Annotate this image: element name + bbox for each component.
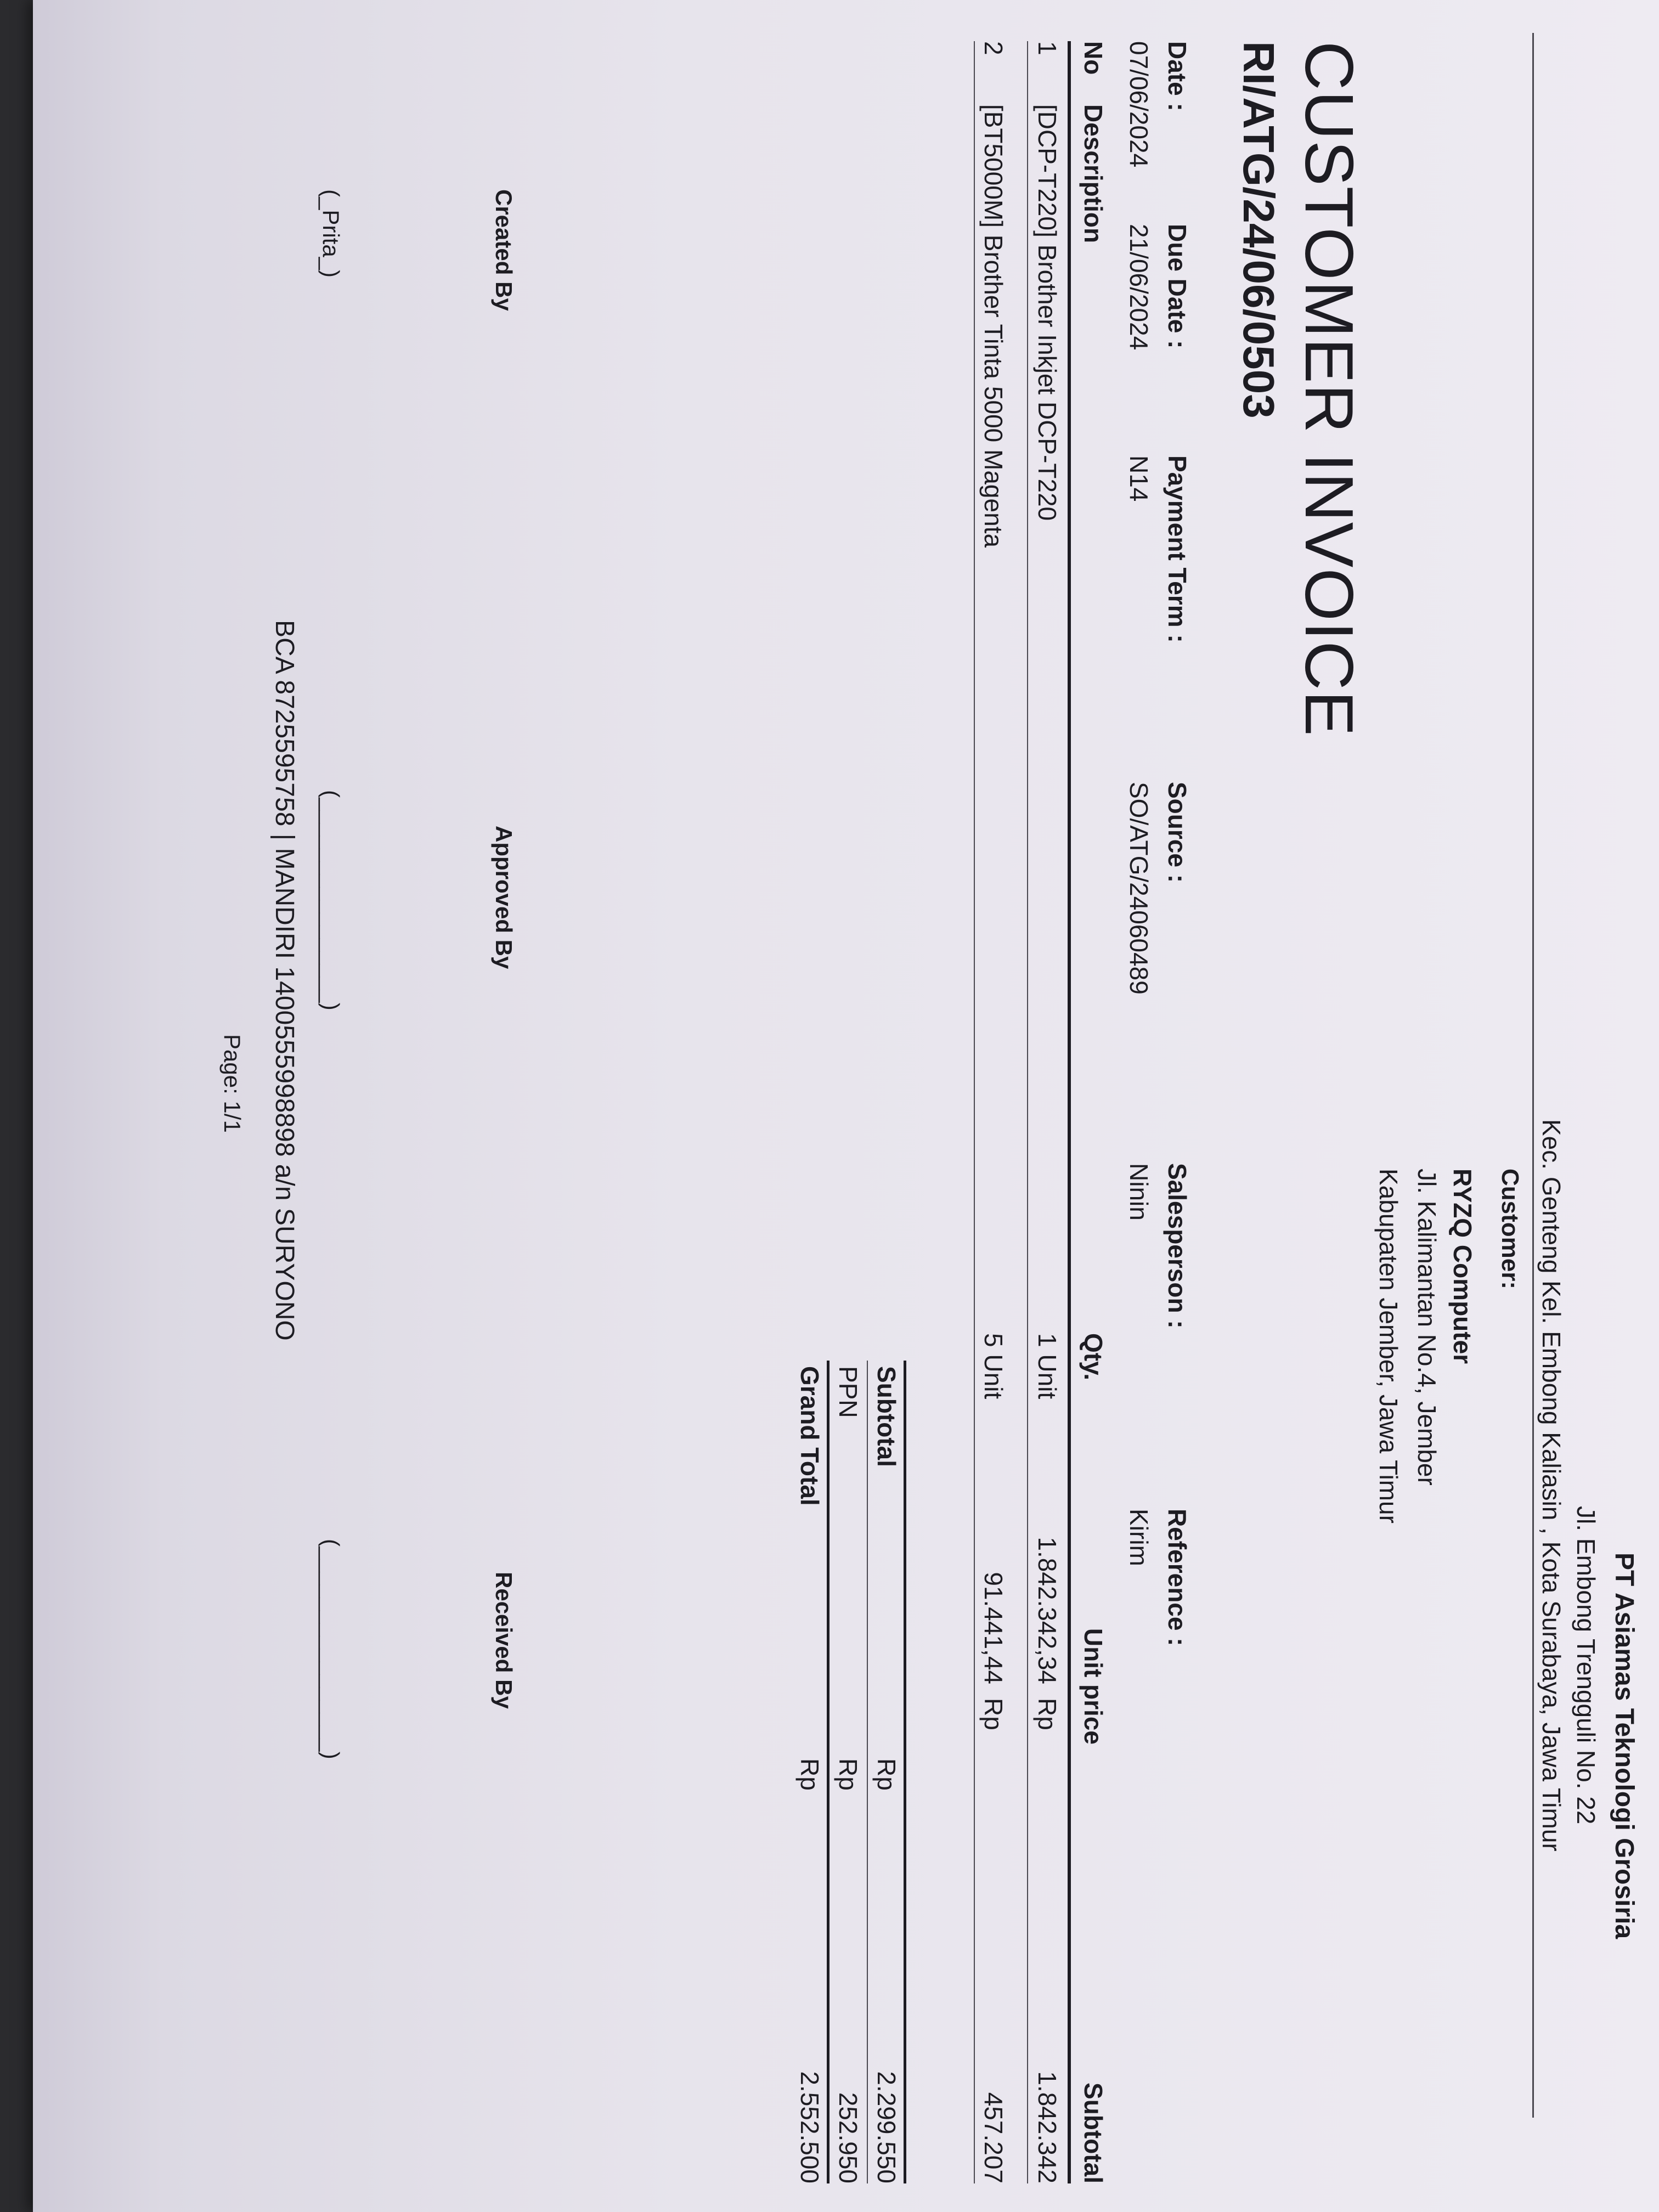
invoice-content	[33, 0, 1659, 2212]
grand-total-currency: Rp	[795, 1758, 824, 1791]
created-by-label: Created By	[491, 189, 517, 311]
row-currency: Rp	[979, 1698, 1008, 1730]
row-qty: 5 Unit	[979, 1333, 1008, 1400]
invoice-title: CUSTOMER INVOICE	[1291, 41, 1367, 737]
column-header-subtotal: Subtotal	[1079, 2083, 1108, 2183]
ppn-label: PPN	[834, 1366, 862, 1418]
row-description: [DCP-T220] Brother Inkjet DCP-T220	[1033, 104, 1062, 521]
approved-by-label: Approved By	[491, 826, 517, 969]
grand-total-label: Grand Total	[795, 1366, 824, 1506]
column-header-qty: Qty.	[1079, 1333, 1108, 1381]
ppn-currency: Rp	[834, 1758, 862, 1791]
company-address-line1: Jl. Embong Trengguli No. 22	[1572, 1506, 1600, 1825]
column-header-description: Description	[1079, 104, 1108, 244]
received-by-label: Received By	[491, 1572, 517, 1709]
date-value: 07/06/2024	[1125, 41, 1153, 168]
row-currency: Rp	[1033, 1698, 1062, 1730]
company-address-line2: Kec. Genteng Kel. Embong Kaliasin , Kota Surabaya, Jawa Timur	[1537, 1119, 1566, 1852]
grand-total-rule	[827, 1361, 830, 2183]
payment-term-value: N14	[1125, 455, 1153, 502]
subtotal-label: Subtotal	[872, 1366, 901, 1467]
grand-total-value: 2.552.500	[795, 2071, 824, 2183]
subtotal-currency: Rp	[872, 1758, 901, 1791]
row-unit-price: 91.441,44	[979, 1572, 1008, 1684]
row-no: 1	[1033, 41, 1062, 55]
due-date-value: 21/06/2024	[1125, 224, 1153, 351]
row-subtotal: 457.207	[979, 2092, 1008, 2183]
company-name: PT Asiamas Teknologi Grosiria	[1610, 1553, 1639, 1939]
table-bottom-rule	[974, 41, 975, 2183]
row-unit-price: 1.842.342,34	[1033, 1537, 1062, 1684]
totals-divider	[867, 1361, 868, 2183]
header-divider	[1532, 33, 1534, 2118]
row-description: [BT5000M] Brother Tinta 5000 Magenta	[979, 104, 1008, 548]
salesperson-value: Ninin	[1125, 1163, 1153, 1221]
page-number: Page: 1/1	[219, 1034, 245, 1133]
due-date-label: Due Date :	[1163, 224, 1192, 349]
subtotal-value: 2.299.550	[872, 2071, 901, 2183]
approved-by-name: (________________)	[318, 790, 344, 1011]
source-value: SO/ATG/24060489	[1125, 782, 1153, 995]
column-header-no: No	[1079, 41, 1108, 75]
ppn-value: 252.950	[834, 2092, 862, 2183]
reference-value: Kirim	[1125, 1509, 1153, 1566]
invoice-number: RI/ATG/24/06/0503	[1234, 41, 1283, 419]
column-header-unit-price: Unit price	[1079, 1628, 1108, 1745]
customer-address-line1: Jl. Kalimantan No.4, Jember	[1413, 1169, 1441, 1486]
customer-address-line2: Kabupaten Jember, Jawa Timur	[1374, 1169, 1403, 1523]
totals-top-rule	[904, 1361, 906, 2183]
created-by-name: (_Prita_)	[318, 189, 344, 278]
source-label: Source :	[1163, 782, 1192, 883]
reference-label: Reference :	[1163, 1509, 1192, 1646]
table-header-rule	[1068, 41, 1071, 2183]
row-divider	[1027, 41, 1028, 2183]
row-no: 2	[979, 41, 1008, 55]
customer-name: RYZQ Computer	[1448, 1169, 1477, 1364]
row-subtotal: 1.842.342	[1033, 2071, 1062, 2183]
payment-term-label: Payment Term :	[1163, 455, 1192, 643]
customer-label: Customer:	[1497, 1169, 1523, 1290]
received-by-name: (________________)	[318, 1539, 344, 1759]
row-qty: 1 Unit	[1033, 1333, 1062, 1400]
date-label: Date :	[1163, 41, 1192, 111]
bank-info: BCA 8725595758 | MANDIRI 1400555998898 a/n SURYONO	[270, 620, 299, 1341]
invoice-paper	[33, 0, 1659, 2212]
salesperson-label: Salesperson :	[1163, 1163, 1192, 1329]
